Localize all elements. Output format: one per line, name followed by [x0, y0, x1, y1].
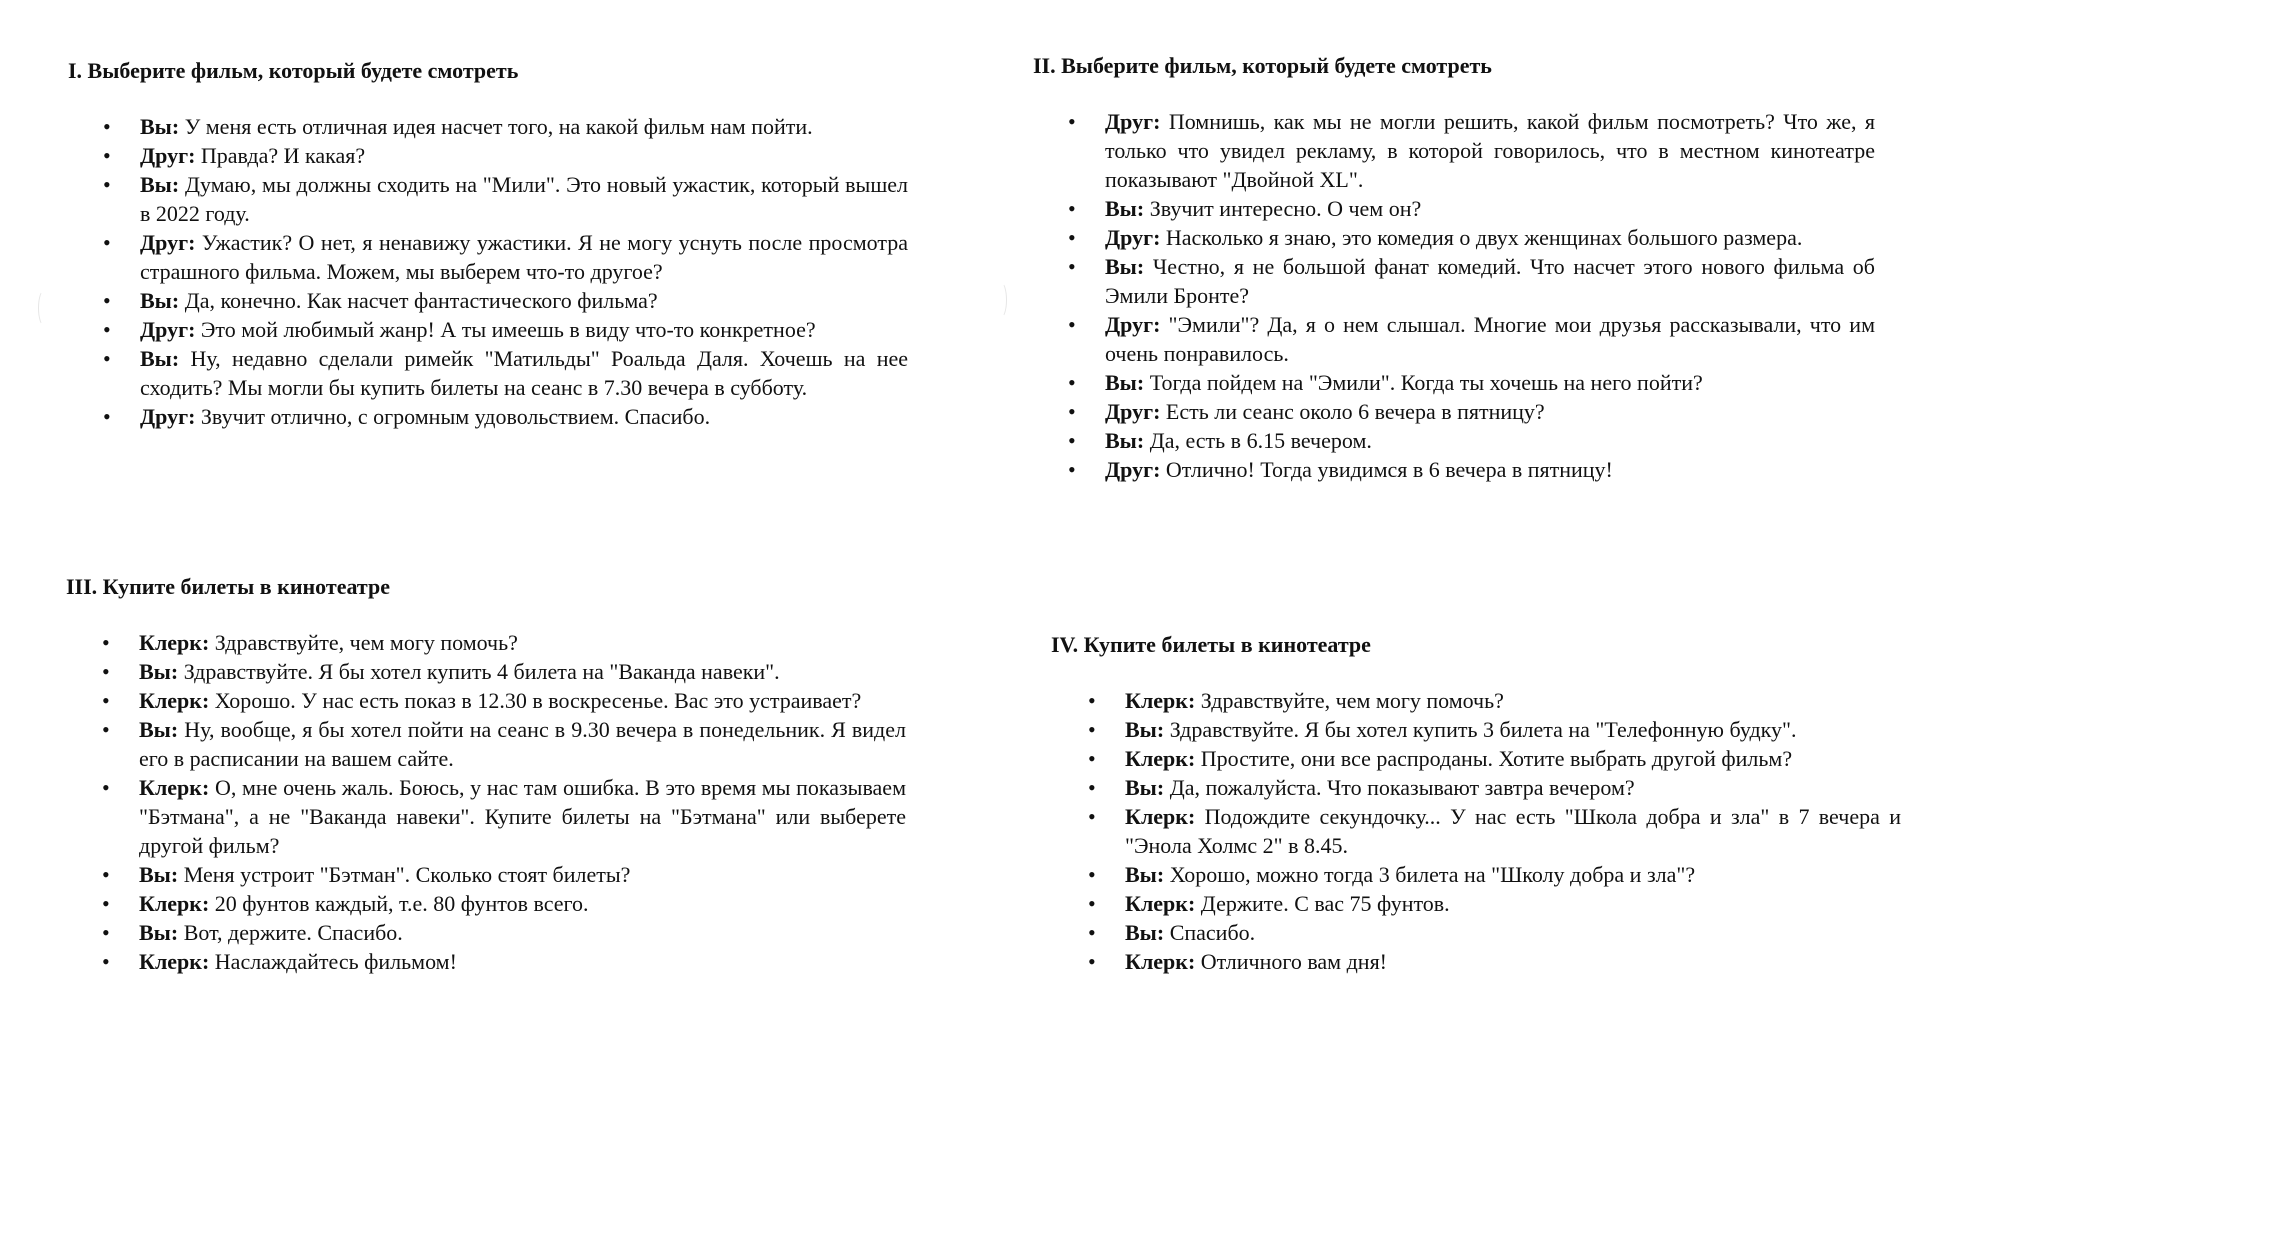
utterance-text: Хорошо, можно тогда 3 билета на "Школу добра и зла"? [1169, 862, 1696, 887]
utterance-text: 20 фунтов каждый, т.е. 80 фунтов всего. [214, 891, 589, 916]
speaker-label: Друг: [140, 317, 196, 342]
utterance-text: Вот, держите. Спасибо. [183, 920, 403, 945]
dialogue-line [1051, 744, 1901, 773]
dialogue-line [68, 228, 908, 286]
dialogue-line [66, 657, 906, 686]
speaker-label: Вы: [1125, 717, 1165, 742]
dialogue-section-2 [1033, 51, 1875, 484]
utterance-text: У меня есть отличная идея насчет того, на какой фильм нам пойти. [184, 114, 813, 139]
speaker-label: Друг: [1105, 399, 1161, 424]
utterance-text: Ну, недавно сделали римейк "Матильды" Роальда Даля. Хочешь на нее сходить? Мы могли бы купить билеты на сеанс в 7.30 вечера в субботу. [140, 346, 909, 400]
dialogue-line [66, 860, 906, 889]
dialogue-line [1051, 715, 1901, 744]
speaker-label: Вы: [140, 114, 180, 139]
speaker-label: Клерк: [139, 630, 210, 655]
speaker-label: Вы: [140, 288, 180, 313]
dialogue-line [1051, 686, 1901, 715]
dialogue-line [68, 170, 908, 228]
utterance-text: Подождите секундочку... У нас есть "Школа добра и зла" в 7 вечера и "Энола Холмс 2" в 8.45. [1125, 804, 1901, 858]
speaker-label: Вы: [140, 172, 180, 197]
dialogue-list [1033, 107, 1875, 484]
speaker-label: Вы: [1125, 862, 1165, 887]
speaker-label: Вы: [139, 862, 179, 887]
utterance-text: Да, конечно. Как насчет фантастического фильма? [184, 288, 658, 313]
dialogue-line [1033, 455, 1875, 484]
utterance-text: Меня устроит "Бэтман". Сколько стоят билеты? [183, 862, 631, 887]
utterance-text: Простите, они все распроданы. Хотите выбрать другой фильм? [1200, 746, 1793, 771]
dialogue-line [1051, 947, 1901, 976]
dialogue-line [68, 402, 908, 431]
speaker-label: Вы: [1125, 775, 1165, 800]
utterance-text: О, мне очень жаль. Боюсь, у нас там ошибка. В это время мы показываем "Бэтмана", а не "Ваканда навеки". Купите билеты на "Бэтмана" или выберете другой фильм? [139, 775, 906, 858]
speaker-label: Друг: [1105, 109, 1161, 134]
dialogue-line [66, 628, 906, 657]
page-mark-right [995, 282, 1007, 318]
dialogue-line [68, 344, 908, 402]
utterance-text: Отлично! Тогда увидимся в 6 вечера в пятницу! [1165, 457, 1613, 482]
speaker-label: Клерк: [1125, 688, 1196, 713]
utterance-text: Здравствуйте, чем могу помочь? [1200, 688, 1504, 713]
speaker-label: Клерк: [139, 775, 210, 800]
dialogue-line [68, 112, 908, 141]
utterance-text: Хорошо. У нас есть показ в 12.30 в воскресенье. Вас это устраивает? [214, 688, 862, 713]
dialogue-line [1033, 397, 1875, 426]
dialogue-line [1051, 802, 1901, 860]
speaker-label: Клерк: [1125, 746, 1196, 771]
dialogue-line [68, 286, 908, 315]
dialogue-list [66, 628, 906, 976]
utterance-text: Честно, я не большой фанат комедий. Что насчет этого нового фильма об Эмили Бронте? [1105, 254, 1875, 308]
page-mark-left [38, 290, 50, 326]
utterance-text: Звучит интересно. О чем он? [1149, 196, 1422, 221]
utterance-text: Спасибо. [1169, 920, 1256, 945]
utterance-text: Ужастик? О нет, я ненавижу ужастики. Я не могу уснуть после просмотра страшного фильма. Можем, мы выберем что-то другое? [140, 230, 908, 284]
utterance-text: Отличного вам дня! [1200, 949, 1388, 974]
speaker-label: Друг: [140, 230, 196, 255]
speaker-label: Вы: [1105, 428, 1145, 453]
speaker-label: Друг: [140, 404, 196, 429]
speaker-label: Вы: [1105, 370, 1145, 395]
speaker-label: Вы: [139, 659, 179, 684]
dialogue-line [66, 686, 906, 715]
dialogue-line [68, 315, 908, 344]
dialogue-line [68, 141, 908, 170]
dialogue-line [1051, 889, 1901, 918]
speaker-label: Друг: [1105, 225, 1161, 250]
utterance-text: Ну, вообще, я бы хотел пойти на сеанс в 9.30 вечера в понедельник. Я видел его в расписании на вашем сайте. [139, 717, 906, 771]
utterance-text: Помнишь, как мы не могли решить, какой фильм посмотреть? Что же, я только что увидел рекламу, в которой говорилось, что в местном кинотеатре показывают "Двойной XL". [1105, 109, 1875, 192]
utterance-text: Есть ли сеанс около 6 вечера в пятницу? [1165, 399, 1545, 424]
speaker-label: Друг: [140, 143, 196, 168]
speaker-label: Вы: [140, 346, 180, 371]
dialogue-section-4 [1051, 630, 1901, 976]
dialogue-line [1033, 252, 1875, 310]
speaker-label: Клерк: [1125, 949, 1196, 974]
dialogue-line [1051, 918, 1901, 947]
dialogue-line [66, 889, 906, 918]
dialogue-line [66, 947, 906, 976]
section-title: III. Купите билеты в кинотеатре [66, 574, 390, 599]
section-title: IV. Купите билеты в кинотеатре [1051, 632, 1371, 657]
utterance-text: Это мой любимый жанр! А ты имеешь в виду что-то конкретное? [200, 317, 816, 342]
dialogue-line [1033, 223, 1875, 252]
dialogue-list [68, 112, 908, 431]
dialogue-line [1033, 310, 1875, 368]
dialogue-line [1033, 194, 1875, 223]
utterance-text: Тогда пойдем на "Эмили". Когда ты хочешь на него пойти? [1149, 370, 1703, 395]
speaker-label: Клерк: [139, 949, 210, 974]
dialogue-section-3 [66, 572, 906, 976]
utterance-text: Звучит отлично, с огромным удовольствием. Спасибо. [200, 404, 711, 429]
speaker-label: Клерк: [1125, 891, 1196, 916]
utterance-text: Да, пожалуйста. Что показывают завтра вечером? [1169, 775, 1635, 800]
speaker-label: Клерк: [139, 891, 210, 916]
utterance-text: Думаю, мы должны сходить на "Мили". Это новый ужастик, который вышел в 2022 году. [140, 172, 909, 226]
utterance-text: Наслаждайтесь фильмом! [214, 949, 457, 974]
utterance-text: Да, есть в 6.15 вечером. [1149, 428, 1372, 453]
speaker-label: Друг: [1105, 312, 1161, 337]
section-title: I. Выберите фильм, который будете смотреть [68, 58, 519, 83]
speaker-label: Вы: [139, 717, 179, 742]
dialogue-line [1033, 426, 1875, 455]
dialogue-line [1051, 773, 1901, 802]
utterance-text: Здравствуйте. Я бы хотел купить 3 билета на "Телефонную будку". [1169, 717, 1797, 742]
dialogue-line [1033, 107, 1875, 194]
dialogue-list [1051, 686, 1901, 976]
utterance-text: Здравствуйте, чем могу помочь? [214, 630, 518, 655]
dialogue-line [1051, 860, 1901, 889]
utterance-text: "Эмили"? Да, я о нем слышал. Многие мои друзья рассказывали, что им очень понравилось. [1105, 312, 1875, 366]
utterance-text: Правда? И какая? [200, 143, 366, 168]
dialogue-line [1033, 368, 1875, 397]
speaker-label: Вы: [1105, 196, 1145, 221]
dialogue-line [66, 715, 906, 773]
dialogue-section-1 [68, 56, 908, 431]
speaker-label: Вы: [1125, 920, 1165, 945]
dialogue-line [66, 773, 906, 860]
speaker-label: Вы: [1105, 254, 1145, 279]
speaker-label: Клерк: [139, 688, 210, 713]
utterance-text: Здравствуйте. Я бы хотел купить 4 билета на "Ваканда навеки". [183, 659, 780, 684]
section-title: II. Выберите фильм, который будете смотреть [1033, 53, 1492, 78]
dialogue-line [66, 918, 906, 947]
speaker-label: Друг: [1105, 457, 1161, 482]
speaker-label: Клерк: [1125, 804, 1196, 829]
utterance-text: Держите. С вас 75 фунтов. [1200, 891, 1450, 916]
speaker-label: Вы: [139, 920, 179, 945]
utterance-text: Насколько я знаю, это комедия о двух женщинах большого размера. [1165, 225, 1803, 250]
